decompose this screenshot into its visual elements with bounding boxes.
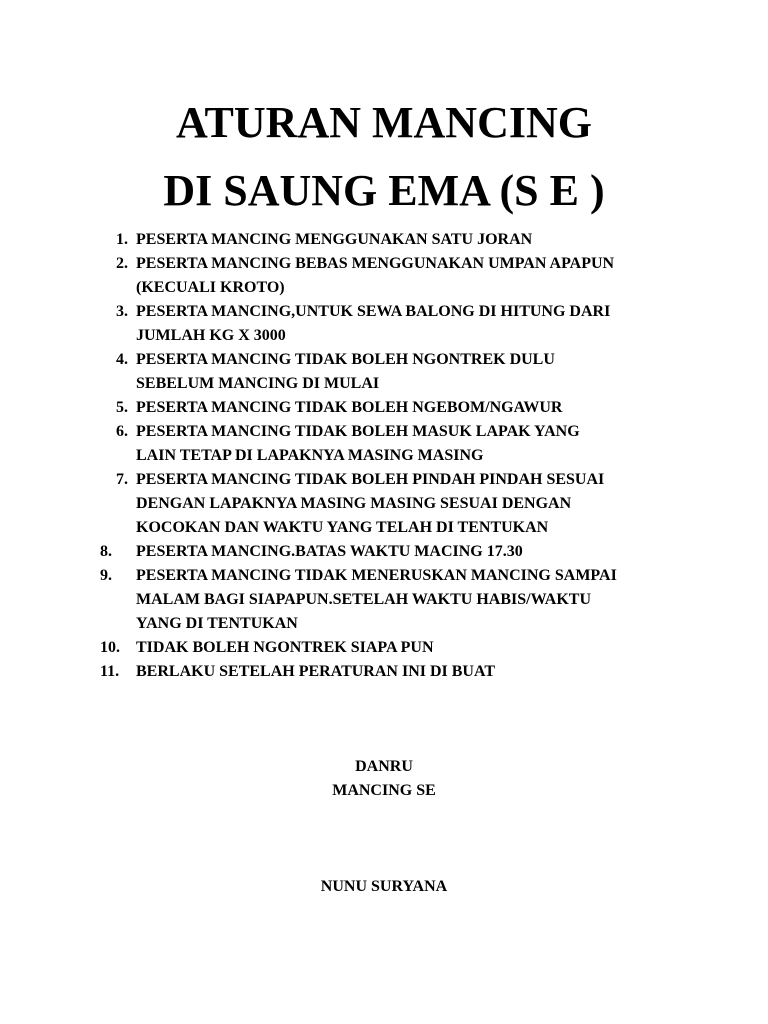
rule-text-line: LAIN TETAP DI LAPAKNYA MASING MASING <box>136 447 484 464</box>
document-title-line-2: DI SAUNG EMA (S E ) <box>163 166 605 215</box>
rule-number: 2. <box>116 255 128 272</box>
document-title-line-1: ATURAN MANCING <box>176 98 592 147</box>
rule-text-line: PESERTA MANCING TIDAK BOLEH PINDAH PINDAH SESUAI <box>136 471 605 488</box>
rule-item <box>0 300 696 348</box>
rule-number: 8. <box>100 543 112 560</box>
rule-number: 3. <box>116 303 128 320</box>
rule-item <box>0 348 696 396</box>
rule-text-line: PESERTA MANCING MENGGUNAKAN SATU JORAN <box>136 231 533 248</box>
rule-number: 11. <box>100 663 120 680</box>
rule-number: 5. <box>116 399 128 416</box>
rule-item <box>0 420 696 468</box>
rule-item <box>0 540 696 564</box>
rule-number: 4. <box>116 351 128 368</box>
signature-name: NUNU SURYANA <box>320 878 448 895</box>
rule-text-line: PESERTA MANCING TIDAK BOLEH NGONTREK DULU <box>136 351 555 368</box>
rule-text-line: DENGAN LAPAKNYA MASING MASING SESUAI DENGAN <box>136 495 572 512</box>
rule-text-line: PESERTA MANCING TIDAK BOLEH MASUK LAPAK YANG <box>136 423 580 440</box>
rule-number: 9. <box>100 567 112 584</box>
rules-list <box>0 228 768 684</box>
rule-number: 6. <box>116 423 128 440</box>
rule-text-line: MALAM BAGI SIAPAPUN.SETELAH WAKTU HABIS/WAKTU <box>136 591 592 608</box>
rule-text-line: JUMLAH KG X 3000 <box>136 327 286 344</box>
signature-organization: MANCING SE <box>332 782 436 799</box>
rule-item <box>0 636 696 660</box>
rule-text-line: BERLAKU SETELAH PERATURAN INI DI BUAT <box>136 663 496 680</box>
rule-text-line: PESERTA MANCING,UNTUK SEWA BALONG DI HITUNG DARI <box>136 303 611 320</box>
rule-item <box>0 252 696 300</box>
rule-text-line: TIDAK BOLEH NGONTREK SIAPA PUN <box>136 639 434 656</box>
rule-item <box>0 468 696 540</box>
rule-text-line: (KECUALI KROTO) <box>136 279 285 296</box>
rule-item <box>0 564 696 636</box>
rule-item <box>0 660 696 684</box>
rule-item <box>0 228 696 252</box>
rule-text-line: KOCOKAN DAN WAKTU YANG TELAH DI TENTUKAN <box>136 519 549 536</box>
rule-text-line: SEBELUM MANCING DI MULAI <box>136 375 380 392</box>
rule-text-line: PESERTA MANCING.BATAS WAKTU MACING 17.30 <box>136 543 523 560</box>
signature-role: DANRU <box>355 758 413 775</box>
rule-text-line: PESERTA MANCING TIDAK MENERUSKAN MANCING SAMPAI <box>136 567 617 584</box>
rule-number: 10. <box>100 639 120 656</box>
rule-text-line: PESERTA MANCING TIDAK BOLEH NGEBOM/NGAWUR <box>136 399 563 416</box>
rule-number: 7. <box>116 471 128 488</box>
rule-item <box>0 396 696 420</box>
rule-text-line: PESERTA MANCING BEBAS MENGGUNAKAN UMPAN APAPUN <box>136 255 615 272</box>
rule-text-line: YANG DI TENTUKAN <box>136 615 298 632</box>
rule-number: 1. <box>116 231 128 248</box>
